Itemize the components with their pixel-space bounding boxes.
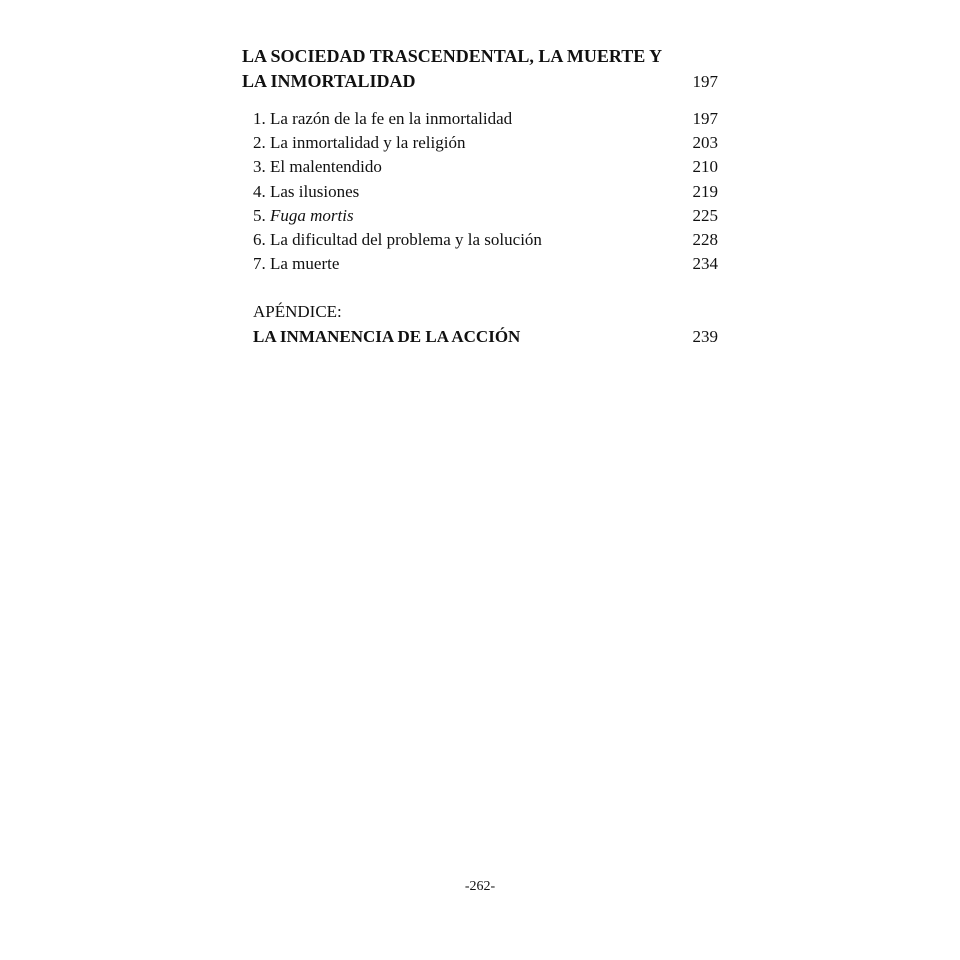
section-number: 3. xyxy=(253,157,266,177)
section-page-number: 219 xyxy=(692,181,718,201)
page-footer-number: -262- xyxy=(464,879,496,894)
chapter-page-number: 197 xyxy=(692,72,718,91)
appendix-page-number: 239 xyxy=(692,327,718,347)
section-page-number: 225 xyxy=(692,205,718,225)
section-number: 2. xyxy=(253,133,266,153)
section-title: La dificultad del problema y la solución xyxy=(270,229,542,249)
section-number: 6. xyxy=(253,229,266,249)
appendix-title: LA INMANENCIA DE LA ACCIÓN xyxy=(253,327,521,347)
section-entry xyxy=(253,252,718,276)
section-entry xyxy=(253,228,718,252)
section-entry xyxy=(253,180,718,204)
section-number: 5. xyxy=(253,205,266,225)
section-title: El malentendido xyxy=(270,157,382,177)
chapter-title: LA SOCIEDAD TRASCENDENTAL, LA MUERTE Y LA INMORTALIDAD xyxy=(242,46,662,91)
section-entry xyxy=(253,107,718,131)
section-list xyxy=(242,107,718,276)
table-of-contents xyxy=(242,44,718,349)
section-entry xyxy=(253,131,718,155)
appendix-line xyxy=(253,324,718,349)
section-number: 4. xyxy=(253,181,266,201)
section-entry xyxy=(253,204,718,228)
section-title: La razón de la fe en la inmortalidad xyxy=(270,109,513,128)
section-page-number: 197 xyxy=(692,109,718,128)
section-title: La muerte xyxy=(270,254,340,274)
appendix-entry xyxy=(242,299,718,349)
section-number: 1. xyxy=(253,109,266,128)
section-page-number: 234 xyxy=(692,254,718,274)
section-page-number: 210 xyxy=(692,157,718,177)
section-title: La inmortalidad y la religión xyxy=(270,133,466,153)
appendix-label: APÉNDICE: xyxy=(253,302,342,322)
section-entry xyxy=(253,155,718,179)
section-title: Las ilusiones xyxy=(270,181,360,201)
section-number: 7. xyxy=(253,254,266,274)
chapter-entry xyxy=(242,44,718,94)
section-page-number: 203 xyxy=(692,133,718,153)
section-title: Fuga mortis xyxy=(270,205,354,225)
section-page-number: 228 xyxy=(692,229,718,249)
